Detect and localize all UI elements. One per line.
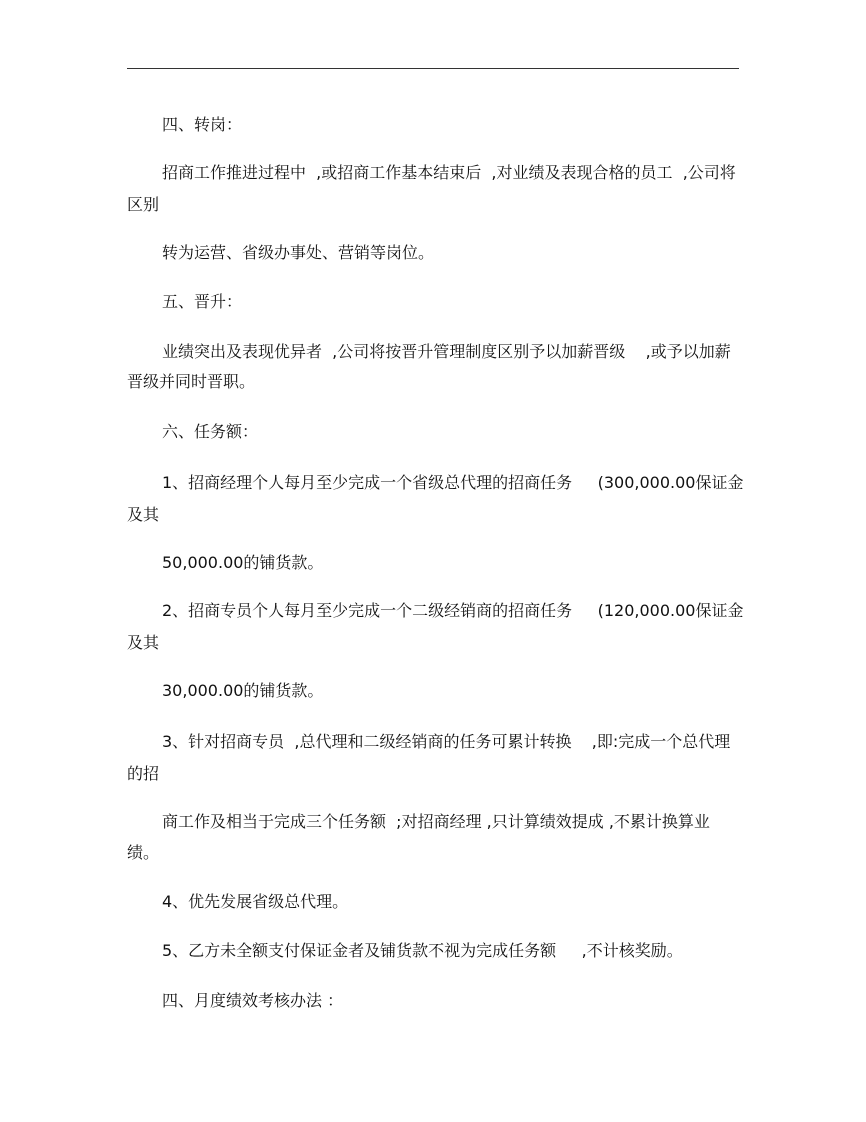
list-item-4: 4、优先发展省级总代理。 xyxy=(162,892,349,911)
list-item-5: 5、乙方未全额支付保证金者及铺货款不视为完成任务额 ,不计核奖励。 xyxy=(162,941,683,960)
paragraph-text: 30,000.00的铺货款。 xyxy=(162,681,324,700)
paragraph-text: 业绩突出及表现优异者 ,公司将按晋升管理制度区别予以加薪晋级 ,或予以加薪 xyxy=(162,342,731,361)
header-rule xyxy=(127,68,739,69)
section-heading-promotion: 五、晋升： xyxy=(162,292,243,311)
paragraph-text: 50,000.00的铺货款。 xyxy=(162,553,324,572)
section-heading-quota: 六、任务额： xyxy=(162,422,259,441)
section-heading-monthly-review: 四、月度绩效考核办法 ： xyxy=(162,991,344,1010)
paragraph-text: 招商工作推进过程中 ,或招商工作基本结束后 ,对业绩及表现合格的员工 ,公司将 xyxy=(162,163,736,182)
paragraph-text: 商工作及相当于完成三个任务额 ;对招商经理 ,只计算绩效提成 ,不累计换算业 xyxy=(162,812,710,831)
section-heading-transfer: 四、转岗： xyxy=(162,115,243,134)
paragraph-text: 转为运营、省级办事处、营销等岗位。 xyxy=(162,243,435,262)
list-item-3: 3、针对招商专员 ,总代理和二级经销商的任务可累计转换 ,即:完成一个总代理 xyxy=(162,732,731,751)
paragraph-text: 的招 xyxy=(127,764,160,783)
paragraph-text: 及其 xyxy=(127,633,160,652)
paragraph-text: 绩。 xyxy=(127,843,160,862)
paragraph-text: 及其 xyxy=(127,505,160,524)
paragraph-text: 区别 xyxy=(127,195,160,214)
list-item-1: 1、招商经理个人每月至少完成一个省级总代理的招商任务 (300,000.00保证金 xyxy=(162,473,744,492)
paragraph-text: 晋级并同时晋职。 xyxy=(127,372,256,391)
list-item-2: 2、招商专员个人每月至少完成一个二级经销商的招商任务 (120,000.00保证金 xyxy=(162,601,744,620)
